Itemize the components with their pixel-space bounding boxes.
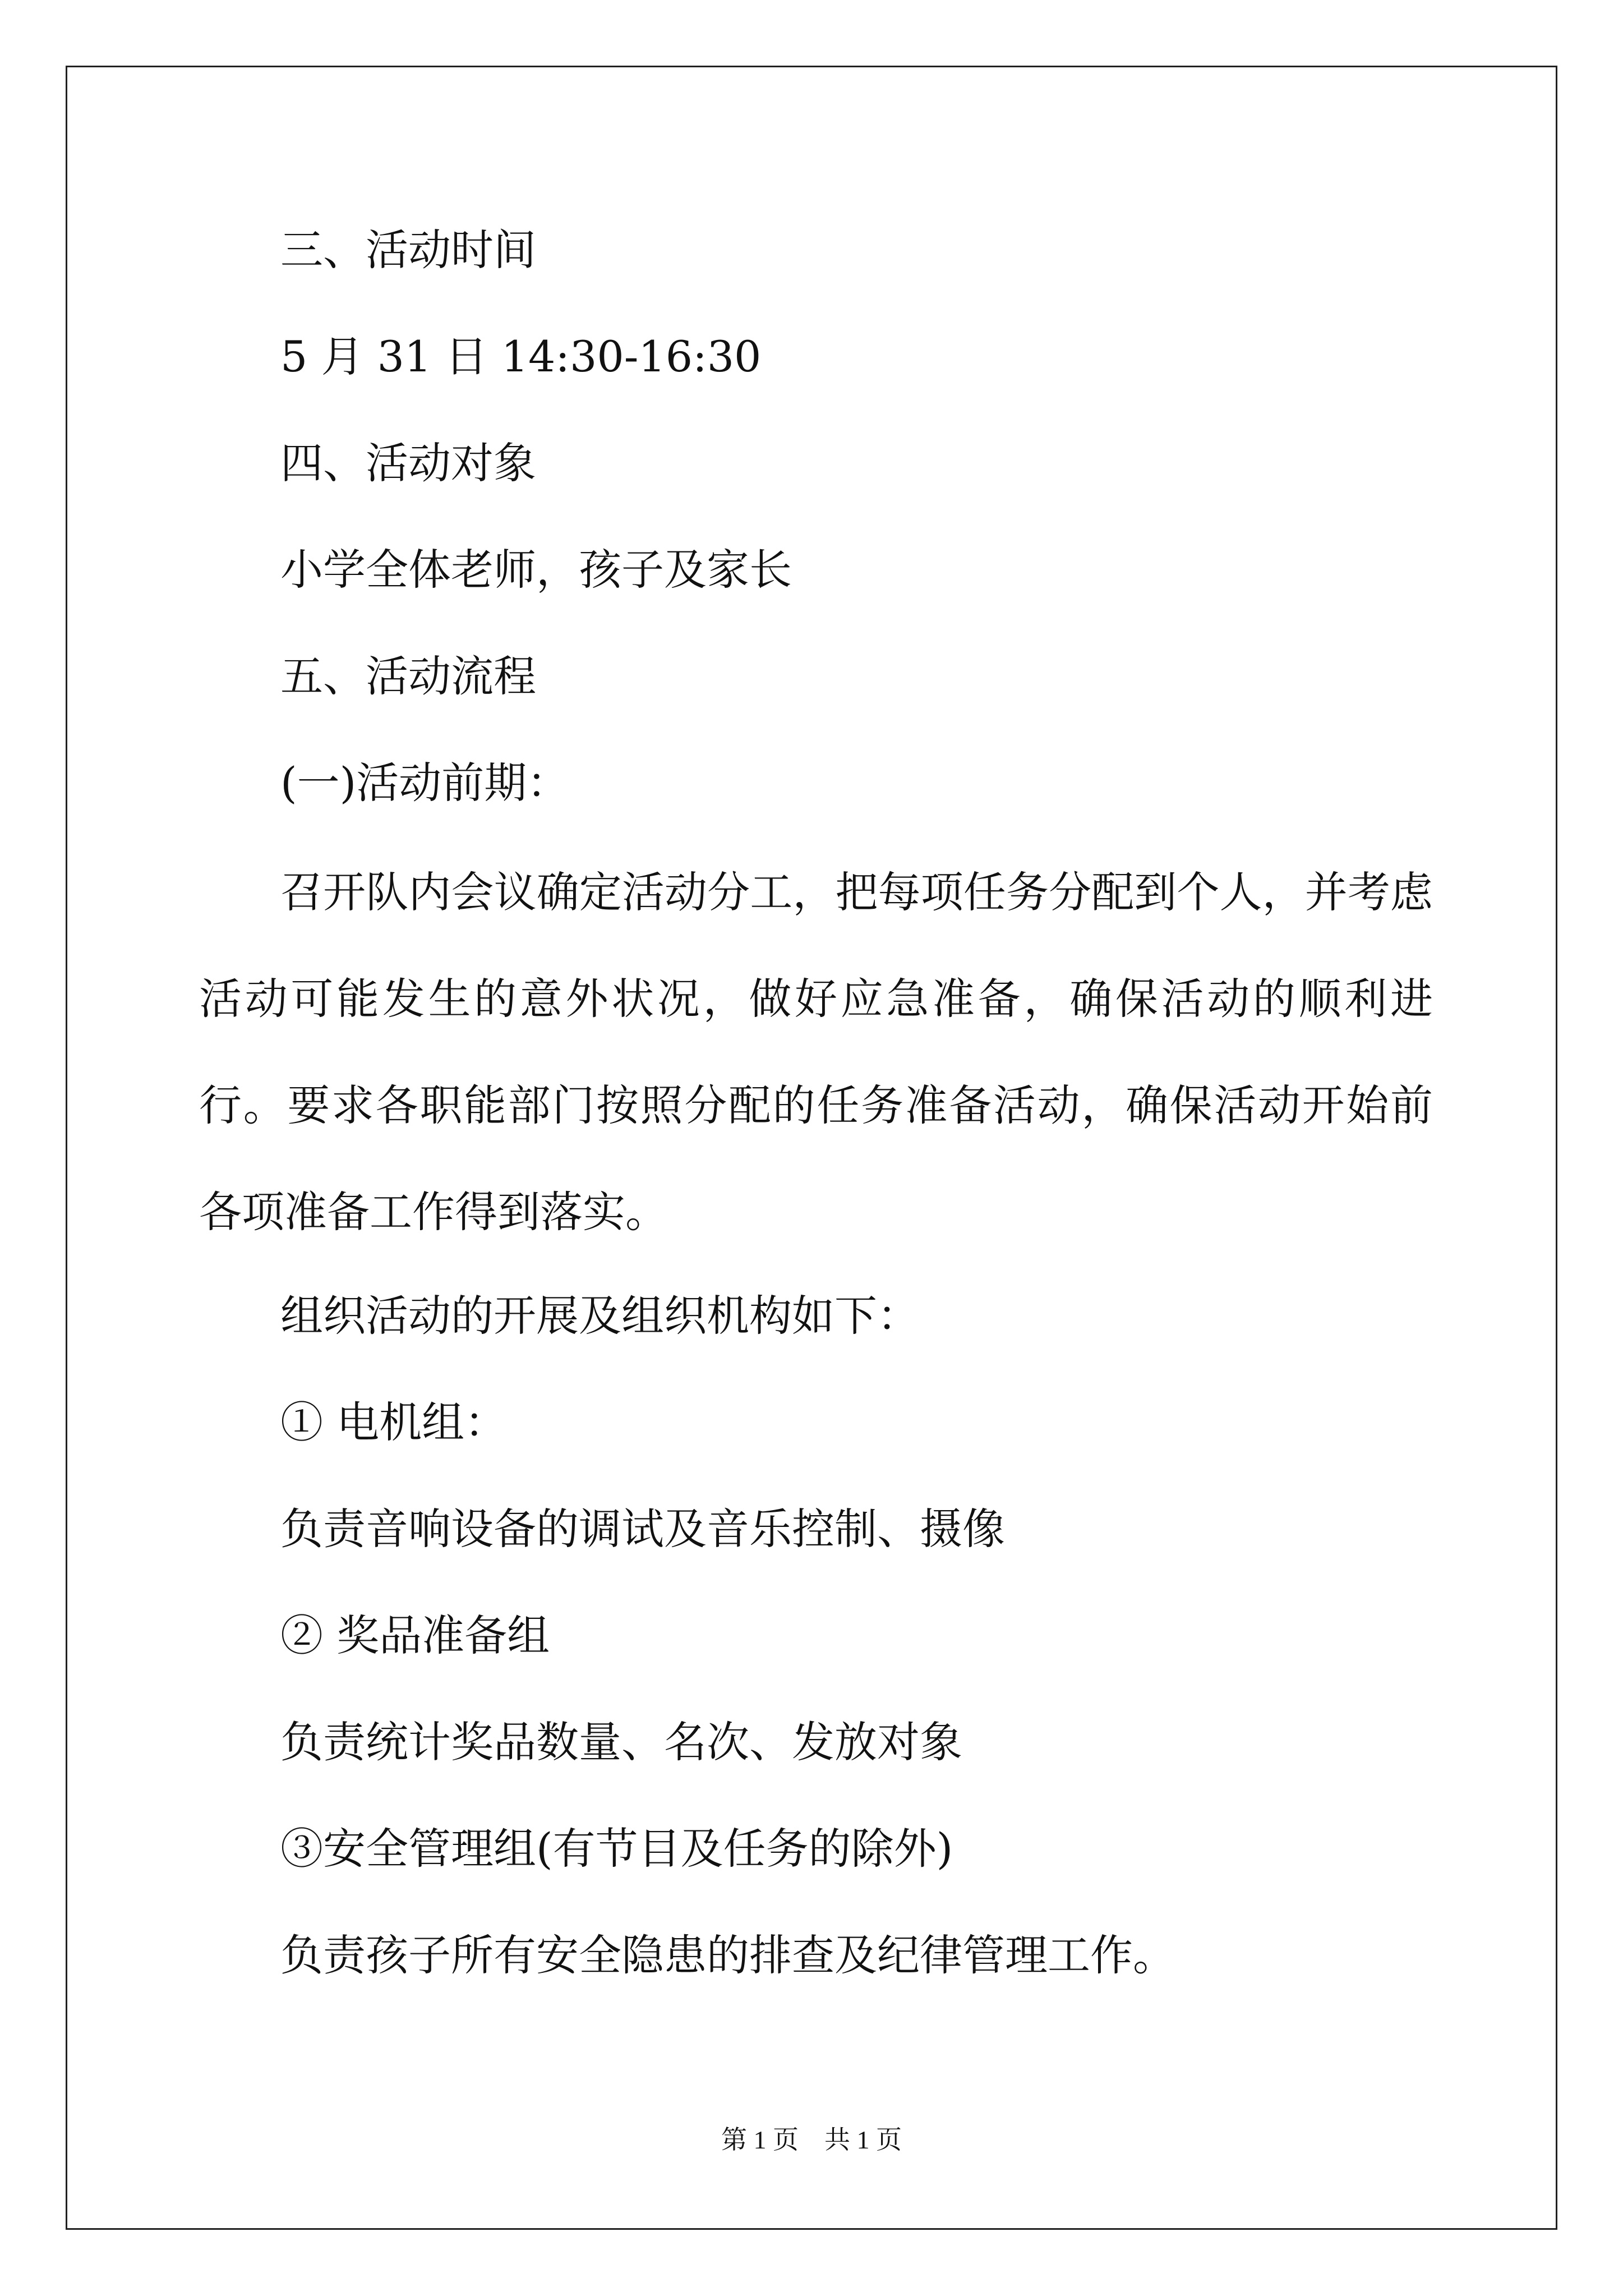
page-footer: 第 1 页 共 1 页 [721, 2125, 902, 2154]
group-2-duty: 负责统计奖品数量、名次、发放对象 [280, 1717, 962, 1767]
group-1-heading: ① 电机组： [280, 1397, 508, 1447]
activity-target-value: 小学全体老师，孩子及家长 [280, 545, 792, 595]
organization-intro: 组织活动的开展及组织机构如下： [280, 1291, 920, 1341]
group-3-heading: ③安全管理组(有节目及任务的除外) [280, 1824, 953, 1874]
section-heading-process: 五、活动流程 [280, 651, 536, 701]
preparation-paragraph-block [199, 839, 1433, 1266]
section-heading-target: 四、活动对象 [280, 438, 536, 488]
group-1-duty: 负责音响设备的调试及音乐控制、摄像 [280, 1504, 1005, 1554]
group-3-duty: 负责孩子所有安全隐患的排查及纪律管理工作。 [280, 1930, 1175, 1980]
activity-time-value: 5 月 31 日 14:30-16:30 [280, 332, 762, 381]
section-heading-time: 三、活动时间 [280, 225, 536, 275]
preparation-paragraph: 召开队内会议确定活动分工，把每项任务分配到个人，并考虑活动可能发生的意外状况，做好应急准备，确保活动的顺利进行。要求各职能部门按照分配的任务准备活动，确保活动开始前各项准备工作得到落实。 [199, 867, 1433, 1237]
subsection-heading-preparation: (一)活动前期： [280, 758, 570, 808]
group-2-heading: ② 奖品准备组 [280, 1611, 550, 1660]
